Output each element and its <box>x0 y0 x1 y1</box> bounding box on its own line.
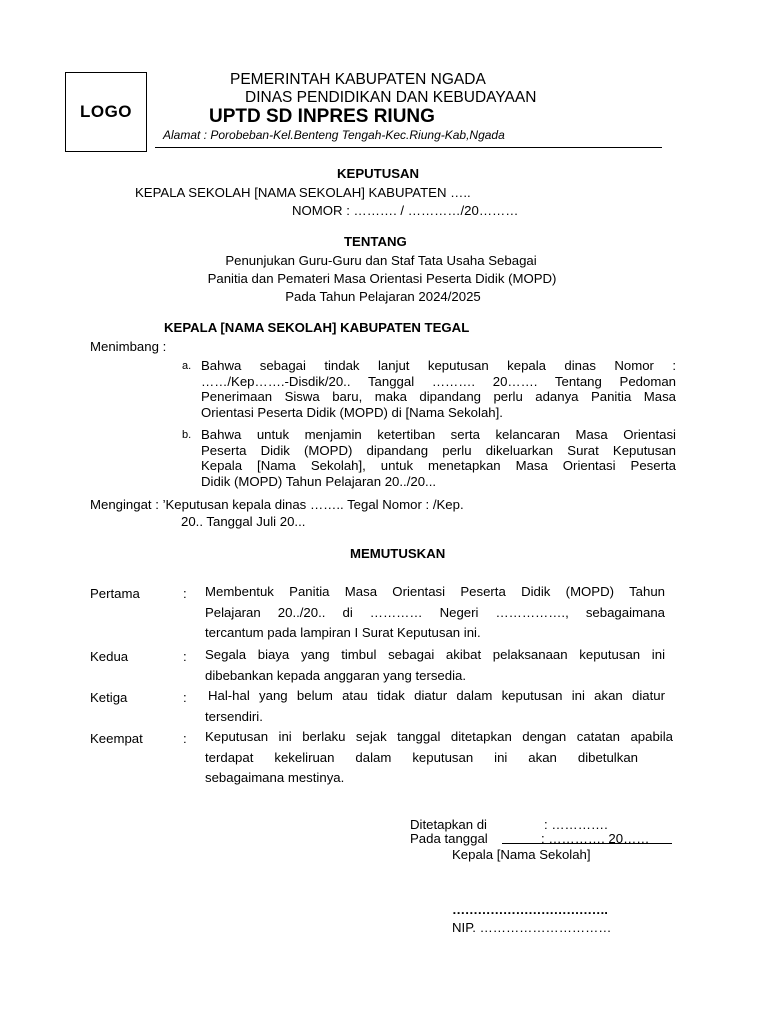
signatory-title: Kepala [Nama Sekolah] <box>452 847 591 862</box>
decision-text-kedua <box>205 645 665 686</box>
menimbang-item-a <box>201 358 676 420</box>
menimbang-item-b <box>201 427 676 489</box>
mengingat-line-1: Mengingat : ’Keputusan kepala dinas …….. Tegal Nomor : /Kep. <box>90 497 464 512</box>
item-a-line: Bahwa sebagai tindak lanjut keputusan kepala dinas Nomor : <box>201 358 676 373</box>
school-name: UPTD SD INPRES RIUNG <box>209 106 435 127</box>
decision-line: Membentuk Panitia Masa Orientasi Peserta Didik (MOPD) Tahun <box>205 584 665 599</box>
decision-colon: : <box>183 690 187 705</box>
tanggal-value: : …………. 20…… <box>541 831 650 846</box>
decree-number: NOMOR : ………. / …………/20……… <box>292 203 519 218</box>
decision-colon: : <box>183 731 187 746</box>
item-marker-b: b. <box>182 429 192 441</box>
signatory-name-line: ………………………………. <box>452 902 608 917</box>
ditetapkan-value: : …………. <box>544 817 608 832</box>
memutuskan-heading: MEMUTUSKAN <box>350 546 446 561</box>
decision-text-ketiga <box>205 686 665 727</box>
decision-line: sebagaimana mestinya. <box>205 770 345 785</box>
decision-line: Segala biaya yang timbul sebagai akibat pelaksanaan keputusan ini <box>205 647 665 662</box>
ditetapkan-label: Ditetapkan di <box>410 817 487 832</box>
decision-line: Pelajaran 20../20.. di ………… Negeri ……………., sebagaimana <box>205 604 665 620</box>
item-marker-a: a. <box>182 360 192 372</box>
decision-line: Hal-hal yang belum atau tidak diatur dalam keputusan ini akan diatur <box>208 688 665 703</box>
authority-heading: KEPALA [NAMA SEKOLAH] KABUPATEN TEGAL <box>164 320 470 335</box>
item-b-line: Kepala [Nama Sekolah], untuk menetapkan Masa Orientasi Peserta <box>201 458 676 473</box>
subject-line-2: Panitia dan Pemateri Masa Orientasi Peserta Didik (MOPD) <box>207 271 557 286</box>
decision-text-keempat <box>205 727 673 789</box>
tanggal-label: Pada tanggal <box>410 831 488 846</box>
decision-line: Keputusan ini berlaku sejak tanggal ditetapkan dengan catatan apabila <box>205 729 673 744</box>
decision-label-pertama: Pertama <box>90 586 140 601</box>
department-name: DINAS PENDIDIKAN DAN KEBUDAYAAN <box>245 89 537 106</box>
mengingat-line-2: 20.. Tanggal Juli 20... <box>181 514 306 529</box>
decision-line: dibebankan kepada anggaran yang tersedia. <box>205 667 467 683</box>
item-a-line: Orientasi Peserta Didik (MOPD) di [Nama Sekolah]. <box>201 404 503 420</box>
decision-label-kedua: Kedua <box>90 649 129 664</box>
decision-line: terdapat kekeliruan dalam keputusan ini akan dibetulkan <box>205 749 638 765</box>
decision-line: tercantum pada lampiran I Surat Keputusan ini. <box>205 625 481 640</box>
logo-placeholder: LOGO <box>65 72 147 152</box>
decision-line: tersendiri. <box>205 708 263 724</box>
subject-line-3: Pada Tahun Pelajaran 2024/2025 <box>285 289 481 304</box>
document-title: KEPUTUSAN <box>337 166 420 181</box>
item-b-line: Bahwa untuk menjamin ketertiban serta kelancaran Masa Orientasi <box>201 427 676 442</box>
decision-text-pertama <box>205 582 665 644</box>
item-b-line: Peserta Didik (MOPD) dipandang perlu dikeluarkan Surat Keputusan <box>201 442 676 458</box>
item-b-line: Didik (MOPD) Tahun Pelajaran 20../20... <box>201 473 437 489</box>
subject-line-1: Penunjukan Guru-Guru dan Staf Tata Usaha Sebagai <box>225 253 537 268</box>
decision-colon: : <box>183 586 187 601</box>
tentang-heading: TENTANG <box>344 234 407 249</box>
school-address: Alamat : Porobeban-Kel.Benteng Tengah-Kec.Riung-Kab,Ngada <box>163 128 505 142</box>
header-divider <box>155 147 662 148</box>
signatory-nip: NIP. ………………………… <box>452 920 612 935</box>
decision-colon: : <box>183 649 187 664</box>
item-a-line: Penerimaan Siswa baru, maka dipandang perlu adanya Panitia Masa <box>201 389 676 404</box>
tanggal-underline <box>502 843 672 844</box>
issuer-line: KEPALA SEKOLAH [NAMA SEKOLAH] KABUPATEN ….. <box>135 185 471 200</box>
item-a-line: ……/Kep…….-Disdik/20.. Tanggal ………. 20……. Tentang Pedoman <box>201 373 676 389</box>
decision-label-ketiga: Ketiga <box>90 690 128 705</box>
menimbang-label: Menimbang : <box>90 339 167 354</box>
decision-label-keempat: Keempat <box>90 731 143 746</box>
government-name: PEMERINTAH KABUPATEN NGADA <box>230 71 486 88</box>
